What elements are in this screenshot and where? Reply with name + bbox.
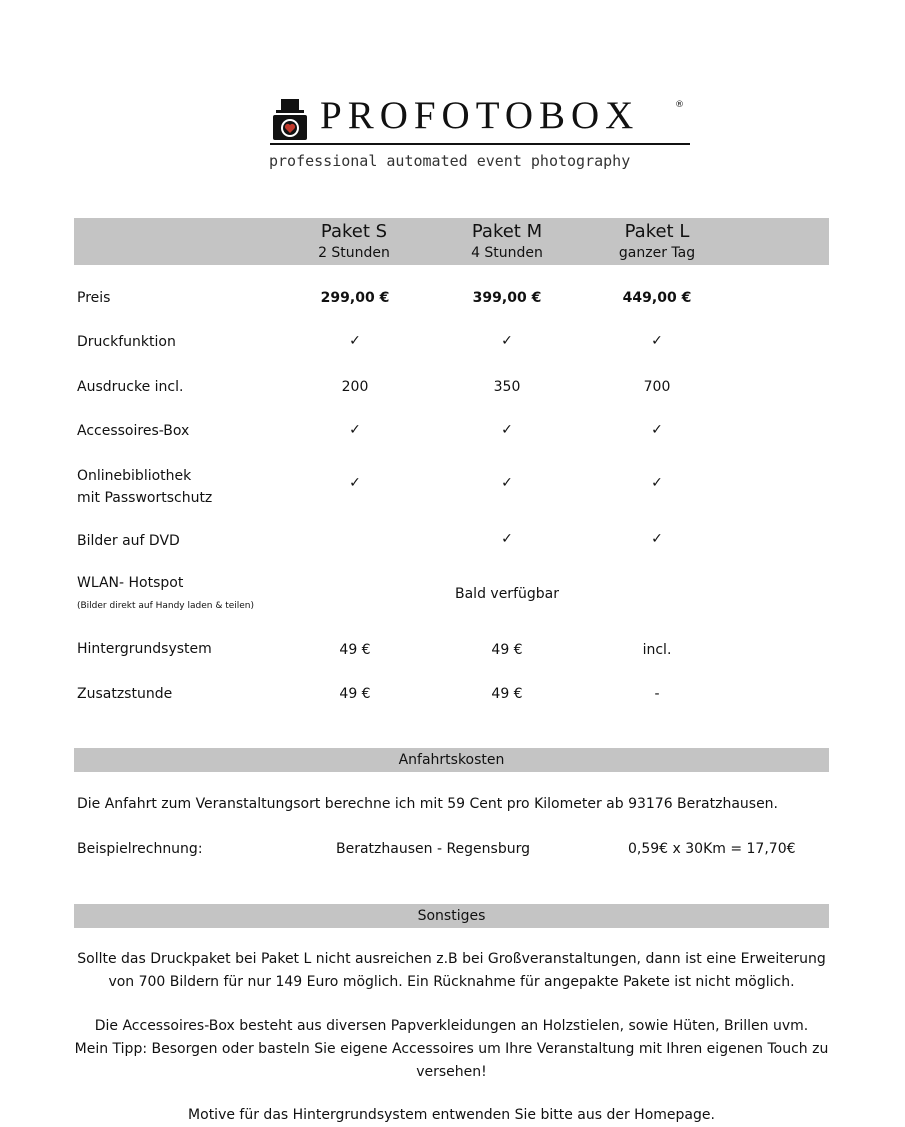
checkmark-icon: ✓ (501, 333, 513, 349)
package-m-header (432, 218, 582, 262)
tagline: professional automated event photography (269, 152, 631, 170)
row-label: WLAN- Hotspot (77, 575, 184, 591)
row-label: Hintergrundsystem (77, 641, 212, 657)
checkmark-icon: ✓ (349, 333, 361, 349)
checkmark-icon: ✓ (349, 475, 361, 491)
checkmark-icon: ✓ (651, 475, 663, 491)
package-duration: 4 Stunden (471, 245, 543, 261)
example-calculation: 0,59€ x 30Km = 17,70€ (628, 841, 796, 857)
extra-hour-s: 49 € (339, 686, 371, 702)
prints-m: 350 (493, 379, 521, 395)
row-label: Onlinebibliothek (77, 468, 192, 484)
paragraph-line: versehen! (416, 1064, 487, 1080)
checkmark-icon: ✓ (501, 475, 513, 491)
price-m: 399,00 € (472, 290, 542, 306)
row-label: Bilder auf DVD (77, 533, 180, 549)
checkmark-icon: ✓ (501, 422, 513, 438)
misc-paragraph-3 (74, 1104, 829, 1127)
travel-costs-text: Die Anfahrt zum Veranstaltungsort berechne ich mit 59 Cent pro Kilometer ab 93176 Beratzhausen. (77, 796, 779, 812)
checkmark-icon: ✓ (349, 422, 361, 438)
row-label: Druckfunktion (77, 334, 176, 350)
photo-booth-icon (270, 98, 310, 142)
checkmark-icon: ✓ (501, 531, 513, 547)
extra-hour-m: 49 € (491, 686, 523, 702)
brand-logo (270, 92, 690, 148)
logo-wordmark: PROFOTOBOX (320, 94, 640, 137)
example-route: Beratzhausen - Regensburg (336, 841, 530, 857)
misc-paragraph-2 (74, 1015, 829, 1084)
bg-price-m: 49 € (491, 642, 523, 658)
row-label: Preis (77, 290, 111, 306)
misc-paragraph-1 (74, 948, 829, 994)
example-label: Beispielrechnung: (77, 841, 203, 857)
availability-note: Bald verfügbar (455, 586, 559, 602)
package-header (74, 218, 829, 265)
paragraph-line: von 700 Bildern für nur 149 Euro möglich. Ein Rücknahme für angepakte Pakete ist nicht möglich. (108, 974, 795, 990)
bg-price-s: 49 € (339, 642, 371, 658)
row-label: Zusatzstunde (77, 686, 173, 702)
row-label: Ausdrucke incl. (77, 379, 184, 395)
package-name: Paket L (624, 221, 690, 242)
travel-costs-header: Anfahrtskosten (74, 748, 829, 772)
paragraph-line: Die Accessoires-Box besteht aus diversen Papverkleidungen an Holzstielen, sowie Hüten, Brillen uvm. (94, 1018, 809, 1034)
paragraph-line: Motive für das Hintergrundsystem entwenden Sie bitte aus der Homepage. (188, 1107, 715, 1123)
misc-header: Sonstiges (74, 904, 829, 928)
price-s: 299,00 € (320, 290, 390, 306)
row-sublabel: (Bilder direkt auf Handy laden & teilen) (77, 601, 255, 611)
bg-price-l: incl. (642, 642, 672, 658)
package-l-header (582, 218, 732, 262)
package-name: Paket S (320, 221, 388, 242)
price-l: 449,00 € (622, 290, 692, 306)
row-label: Accessoires-Box (77, 423, 190, 439)
checkmark-icon: ✓ (651, 422, 663, 438)
paragraph-line: Sollte das Druckpaket bei Paket L nicht ausreichen z.B bei Großveranstaltungen, dann ist eine Erweiterung (77, 951, 826, 967)
registered-mark: ® (675, 100, 684, 110)
prints-l: 700 (643, 379, 671, 395)
logo-underline (270, 143, 690, 145)
package-name: Paket M (471, 221, 543, 242)
paragraph-line: Mein Tipp: Besorgen oder basteln Sie eigene Accessoires um Ihre Veranstaltung mit Ihren eigenen Touch zu (74, 1041, 829, 1057)
row-label-line2: mit Passwortschutz (77, 490, 213, 506)
package-s-header (279, 218, 429, 262)
package-duration: 2 Stunden (318, 245, 390, 261)
extra-hour-l: - (654, 686, 660, 702)
prints-s: 200 (341, 379, 369, 395)
package-duration: ganzer Tag (618, 245, 696, 261)
checkmark-icon: ✓ (651, 333, 663, 349)
checkmark-icon: ✓ (651, 531, 663, 547)
